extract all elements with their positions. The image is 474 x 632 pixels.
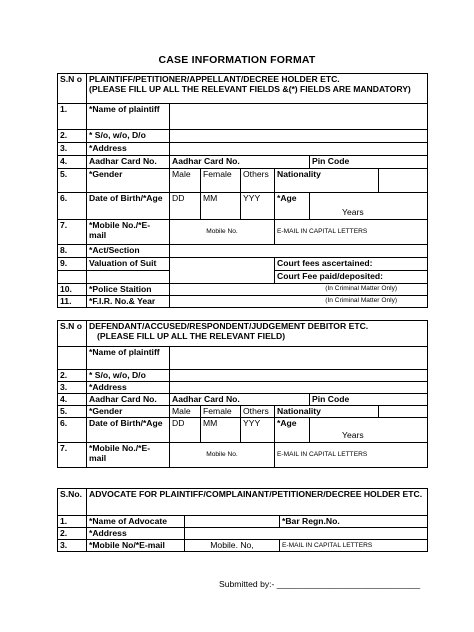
gender-others[interactable]: Others — [241, 406, 275, 418]
court-fees-ascertained[interactable]: Court fees ascertained: — [275, 258, 428, 271]
police-station-label: *Police Staition — [87, 284, 170, 296]
valuation-field[interactable] — [170, 258, 275, 284]
row-number: 7. — [58, 443, 87, 468]
gender-others[interactable]: Others — [241, 169, 275, 193]
gender-male[interactable]: Male — [170, 406, 201, 418]
age-label: *Age — [275, 193, 310, 220]
dob-mm[interactable]: MM — [201, 193, 241, 220]
address-field[interactable] — [170, 143, 428, 156]
relation-field[interactable] — [170, 370, 428, 382]
age-field[interactable]: Years — [310, 193, 428, 220]
row-number: 1. — [58, 516, 87, 528]
nationality-label: Nationality — [275, 169, 379, 193]
relation-label: * S/o, w/o, D/o — [87, 130, 170, 143]
age-field[interactable]: Years — [310, 418, 428, 443]
advocate-name-label: *Name of Advocate — [87, 516, 185, 528]
page-title: CASE INFORMATION FORMAT — [158, 54, 316, 66]
defendant-header: DEFENDANT/ACCUSED/RESPONDENT/JUDGEMENT DEBITOR ETC. (PLEASE FILL UP ALL THE RELEVANT FIELD) — [87, 321, 428, 347]
fir-label: *F.I.R. No.& Year — [87, 296, 170, 308]
address-label: *Address — [87, 382, 170, 394]
plaintiff-table — [57, 73, 428, 308]
submitted-by: Submitted by:- ______________________________ — [219, 579, 421, 589]
contact-label: *Mobile No./*E-mail — [87, 443, 170, 468]
dob-yyy[interactable]: YYY — [241, 418, 275, 443]
bar-regn-field[interactable]: *Bar Regn.No. — [280, 516, 428, 528]
advocate-name-field[interactable] — [185, 516, 280, 528]
pincode-field[interactable]: Pin Code — [310, 394, 428, 406]
row-number: 2. — [58, 130, 87, 143]
row-number — [58, 347, 87, 370]
advocate-address-field[interactable] — [185, 528, 428, 540]
name-field[interactable] — [170, 347, 428, 370]
gender-label: *Gender — [87, 406, 170, 418]
dob-label: Date of Birth/*Age — [87, 418, 170, 443]
row-number: 11. — [58, 296, 87, 308]
relation-label: * S/o, w/o, D/o — [87, 370, 170, 382]
advocate-contact-label: *Mobile No/*E-mail — [87, 540, 185, 552]
advocate-email-field[interactable]: E-MAIL IN CAPITAL LETTERS — [280, 540, 428, 552]
fir-field[interactable]: (In Criminal Matter Only) — [170, 296, 428, 308]
row-number: 5. — [58, 406, 87, 418]
dob-yyy[interactable]: YYY — [241, 193, 275, 220]
advocate-mobile-field[interactable]: Mobile. No, — [185, 540, 280, 552]
aadhar-field[interactable]: Aadhar Card No. — [170, 394, 310, 406]
age-label: *Age — [275, 418, 310, 443]
row-number: 8. — [58, 245, 87, 258]
address-field[interactable] — [170, 382, 428, 394]
sno-header: S.N o — [58, 321, 87, 347]
gender-label: *Gender — [87, 169, 170, 193]
label-blank — [87, 271, 170, 284]
valuation-label: Valuation of Suit — [87, 258, 170, 271]
plaintiff-header: PLAINTIFF/PETITIONER/APPELLANT/DECREE HOLDER ETC. (PLEASE FILL UP ALL THE RELEVANT FIELDS &(*) FIELDS ARE MANDATORY) — [87, 74, 428, 104]
mobile-field[interactable]: Mobile No. — [170, 220, 275, 245]
row-number: 4. — [58, 394, 87, 406]
dob-dd[interactable]: DD — [170, 193, 201, 220]
contact-label: *Mobile No./*E-mail — [87, 220, 170, 245]
pincode-field[interactable]: Pin Code — [310, 156, 428, 169]
row-number: 10. — [58, 284, 87, 296]
row-number: 6. — [58, 193, 87, 220]
sno-header: S.N o — [58, 74, 87, 104]
advocate-table — [57, 488, 428, 552]
name-field[interactable] — [170, 104, 428, 130]
row-number-blank — [58, 271, 87, 284]
row-number: 5. — [58, 169, 87, 193]
nationality-field[interactable] — [379, 169, 428, 193]
nationality-field[interactable] — [379, 406, 428, 418]
mobile-field[interactable]: Mobile No. — [170, 443, 275, 468]
act-label: *Act/Section — [87, 245, 170, 258]
row-number: 6. — [58, 418, 87, 443]
gender-female[interactable]: Female — [201, 169, 241, 193]
dob-dd[interactable]: DD — [170, 418, 201, 443]
address-label: *Address — [87, 143, 170, 156]
row-number: 1. — [58, 104, 87, 130]
defendant-table — [57, 320, 428, 468]
relation-field[interactable] — [170, 130, 428, 143]
nationality-label: Nationality — [275, 406, 379, 418]
row-number: 2. — [58, 528, 87, 540]
row-number: 3. — [58, 540, 87, 552]
act-field[interactable] — [170, 245, 428, 258]
row-number: 3. — [58, 382, 87, 394]
row-number: 9. — [58, 258, 87, 271]
row-number: 4. — [58, 156, 87, 169]
gender-female[interactable]: Female — [201, 406, 241, 418]
gender-male[interactable]: Male — [170, 169, 201, 193]
aadhar-label: Aadhar Card No. — [87, 394, 170, 406]
advocate-header: ADVOCATE FOR PLAINTIFF/COMPLAINANT/PETITIONER/DECREE HOLDER ETC. — [87, 489, 428, 516]
name-label: *Name of plaintiff — [87, 104, 170, 130]
row-number: 2. — [58, 370, 87, 382]
advocate-address-label: *Address — [87, 528, 185, 540]
email-field[interactable]: E-MAIL IN CAPITAL LETTERS — [275, 443, 428, 468]
row-number: 3. — [58, 143, 87, 156]
row-number: 7. — [58, 220, 87, 245]
police-station-field[interactable]: (In Criminal Matter Only) — [170, 284, 428, 296]
aadhar-field[interactable]: Aadhar Card No. — [170, 156, 310, 169]
name-label: *Name of plaintiff — [87, 347, 170, 370]
dob-label: Date of Birth/*Age — [87, 193, 170, 220]
court-fee-paid[interactable]: Court Fee paid/deposited: — [275, 271, 428, 284]
email-field[interactable]: E-MAIL IN CAPITAL LETTERS — [275, 220, 428, 245]
dob-mm[interactable]: MM — [201, 418, 241, 443]
aadhar-label: Aadhar Card No. — [87, 156, 170, 169]
sno-header: S.No. — [58, 489, 87, 516]
